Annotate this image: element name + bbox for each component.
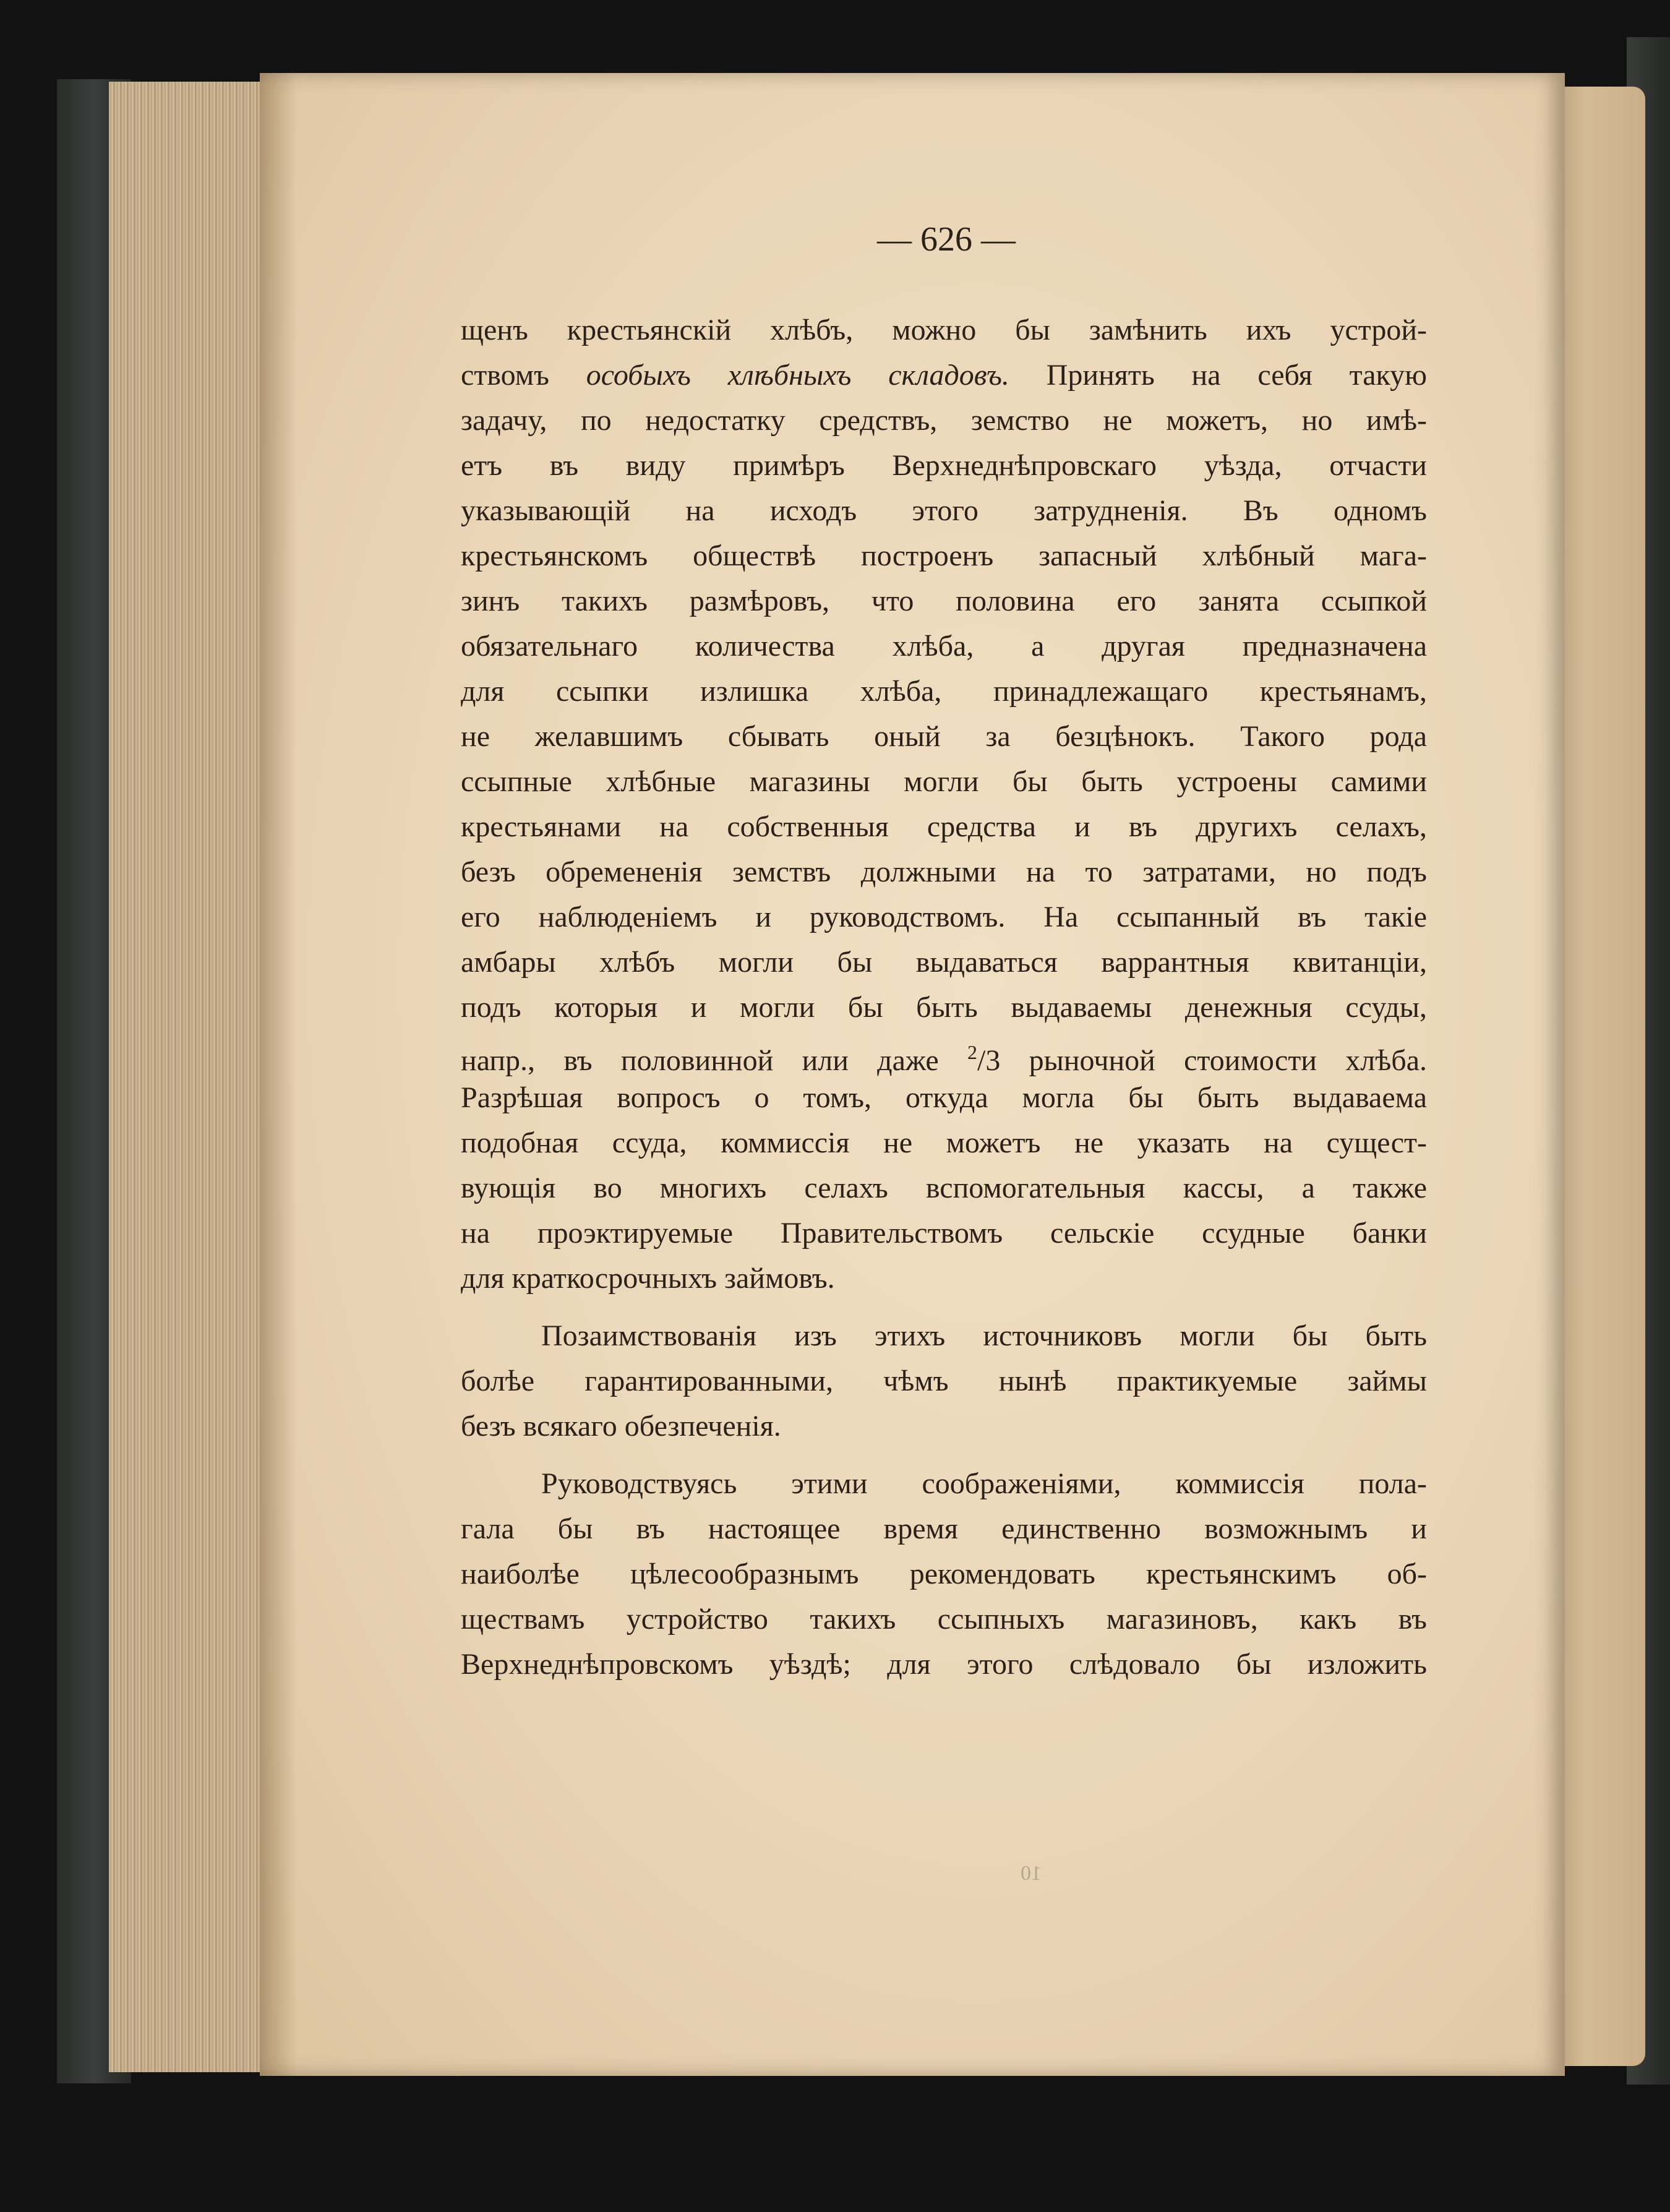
facing-page-edge (1552, 87, 1645, 2066)
text-line: Разрѣшая вопросъ о томъ, откуда могла бы быть выдаваема (461, 1081, 1427, 1114)
text-line: подобная ссуда, коммиссія не можетъ не указать на сущест- (461, 1126, 1427, 1159)
text-line: задачу, по недостатку средствъ, земство не можетъ, но имѣ- (461, 404, 1427, 437)
paragraph-end-line: для краткосрочныхъ займовъ. (461, 1262, 835, 1295)
paragraph-start-line: Руководствуясь этими соображеніями, коммиссія пола- (541, 1467, 1427, 1500)
text-line: на проэктируемые Правительствомъ сельскіе ссудные банки (461, 1217, 1427, 1250)
text-line: не желавшимъ сбывать оный за безцѣнокъ. Такого рода (461, 720, 1427, 753)
text-line: его наблюденіемъ и руководствомъ. На ссыпанный въ такіе (461, 901, 1427, 933)
fraction-numerator: 2 (967, 1041, 978, 1063)
text-line: крестьянами на собственныя средства и въ другихъ селахъ, (461, 810, 1427, 843)
page-number: — 626 — (877, 220, 1016, 259)
text-line: вующія во многихъ селахъ вспомогательныя кассы, а также (461, 1172, 1427, 1204)
page-gutter-shadow (260, 73, 297, 2076)
text-line-with-fraction: напр., въ половинной или даже $^2$/3 рыночной стоимости хлѣба. (461, 1041, 1427, 1077)
text-line: крестьянскомъ обществѣ построенъ запасный хлѣбный мага- (461, 539, 1427, 572)
bleed-through-mark: 10 (1021, 1862, 1042, 1885)
text-line: етъ въ виду примѣръ Верхнеднѣпровскаго уѣзда, отчасти (461, 449, 1427, 482)
text-line-with-italic: ствомъ особыхъ хлѣбныхъ складовъ. Принять на себя такую (461, 359, 1428, 392)
italic-phrase: особыхъ хлѣбныхъ складовъ. (586, 359, 1009, 392)
text-line: указывающій на исходъ этого затрудненія. Въ одномъ (461, 494, 1427, 527)
paragraph-start-line: Позаимствованія изъ этихъ источниковъ могли бы быть (541, 1319, 1427, 1352)
text-line: наиболѣе цѣлесообразнымъ рекомендовать крестьянскимъ об- (461, 1558, 1427, 1590)
text-line: Верхнеднѣпровскомъ уѣздѣ; для этого слѣдовало бы изложить (461, 1648, 1427, 1681)
text-line: безъ обремененія земствъ должными на то затратами, но подъ (461, 855, 1427, 888)
text-line: подъ которыя и могли бы быть выдаваемы денежныя ссуды, (461, 991, 1427, 1024)
text-line: ществамъ устройство такихъ ссыпныхъ магазиновъ, какъ въ (461, 1603, 1427, 1635)
text-line: щенъ крестьянскій хлѣбъ, можно бы замѣнить ихъ устрой- (461, 314, 1427, 346)
text-line: амбары хлѣбъ могли бы выдаваться варрантныя квитанціи, (461, 946, 1427, 979)
body-text (461, 307, 1427, 1687)
text-line: гала бы въ настоящее время единственно возможнымъ и (461, 1512, 1427, 1545)
text-line: зинъ такихъ размѣровъ, что половина его занята ссыпкой (461, 585, 1427, 617)
text-line: болѣе гарантированными, чѣмъ нынѣ практикуемые займы (461, 1365, 1427, 1397)
paragraph-end-line: безъ всякаго обезпеченія. (461, 1410, 781, 1443)
text-line: ссыпные хлѣбные магазины могли бы быть устроены самими (461, 765, 1427, 798)
text-line: обязательнаго количества хлѣба, а другая предназначена (461, 630, 1427, 662)
text-line: для ссыпки излишка хлѣба, принадлежащаго крестьянамъ, (461, 675, 1427, 708)
